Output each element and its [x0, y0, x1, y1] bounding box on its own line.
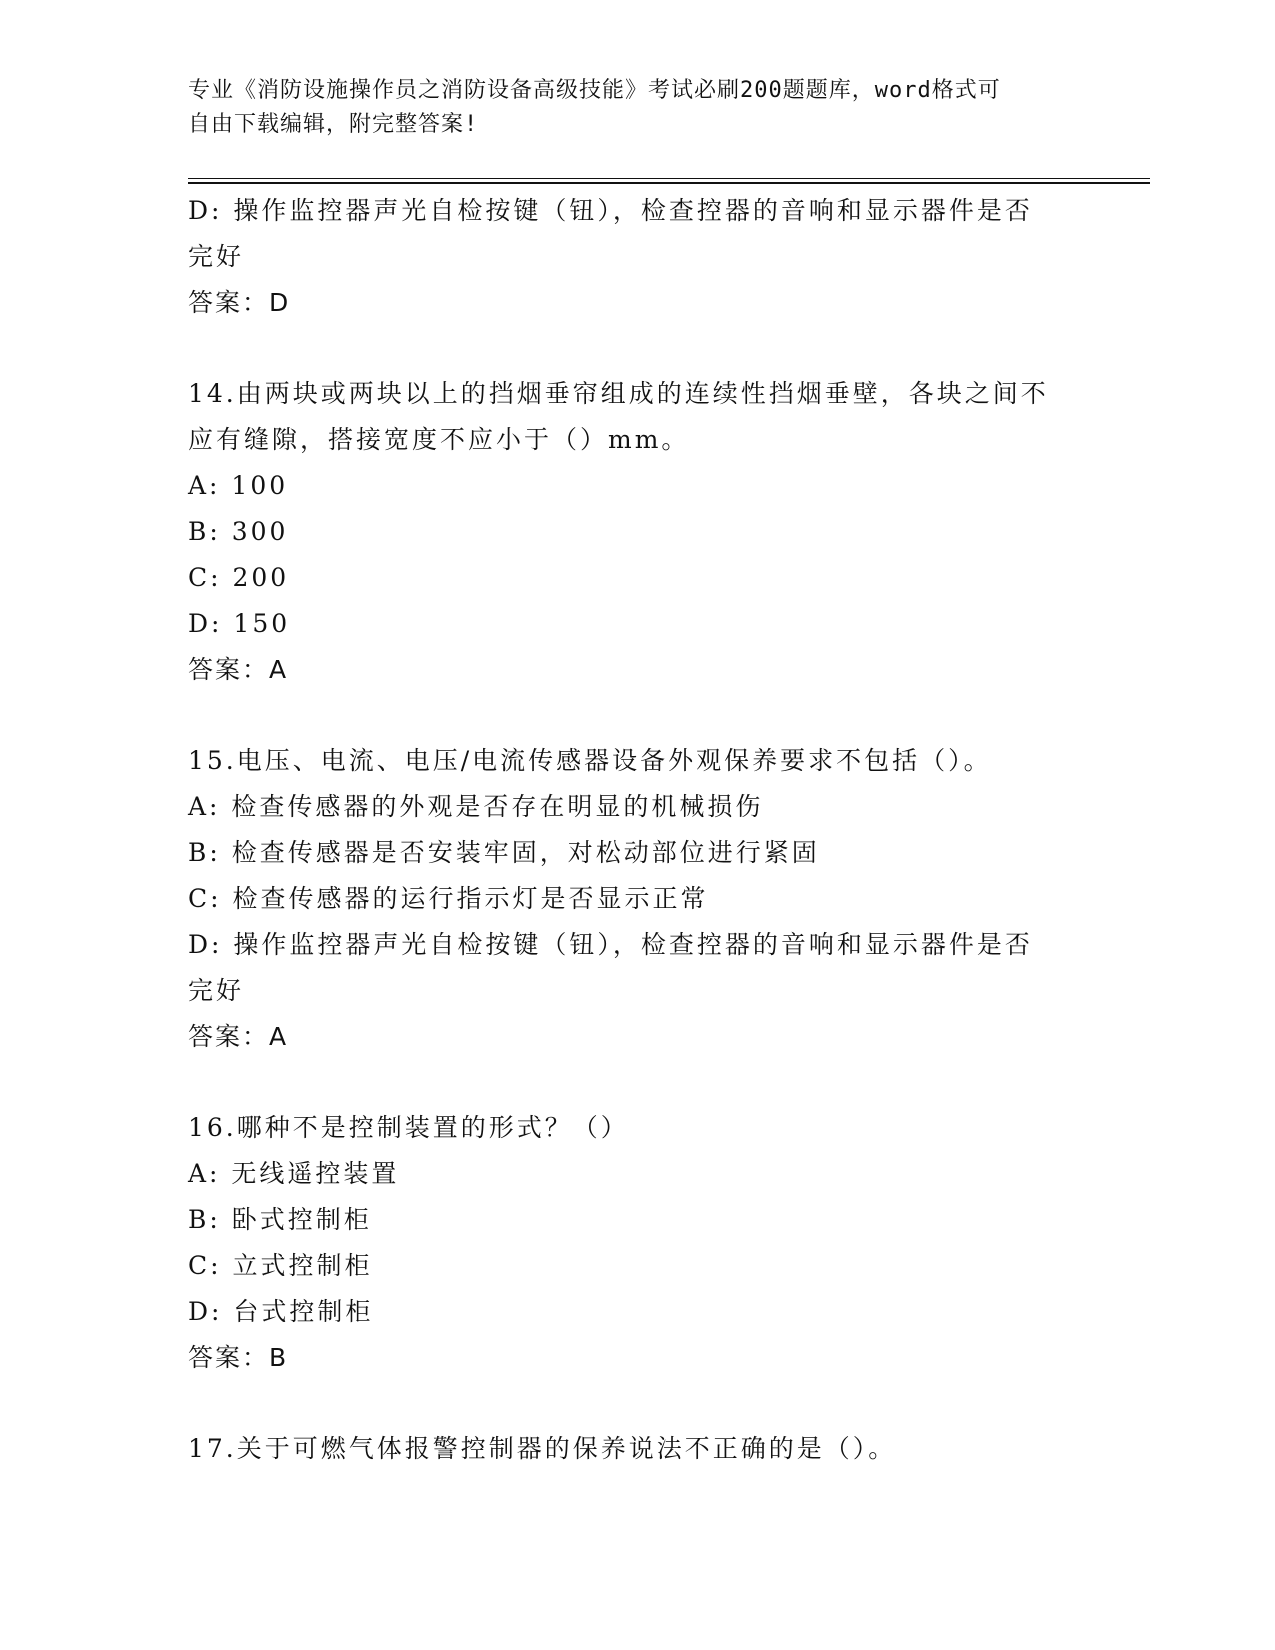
- answer: 答案：B: [188, 1343, 289, 1372]
- question-stem: 15.电压、电流、电压/电流传感器设备外观保养要求不包括（）。: [188, 746, 992, 775]
- header-line-2: 自由下载编辑，附完整答案!: [188, 112, 479, 137]
- option-d: D: 操作监控器声光自检按键（钮），检查控器的音响和显示器件是否: [188, 196, 1033, 225]
- question-stem: 14.由两块或两块以上的挡烟垂帘组成的连续性挡烟垂壁，各块之间不: [188, 379, 1049, 408]
- answer: 答案：A: [188, 655, 289, 684]
- option-a: A: 检查传感器的外观是否存在明显的机械损伤: [188, 792, 764, 821]
- spacer: [188, 1060, 1078, 1105]
- header-line-1: 专业《消防设施操作员之消防设备高级技能》考试必刷200题题库，word格式可: [188, 78, 1001, 103]
- option-b: B: 检查传感器是否安装牢固，对松动部位进行紧固: [188, 838, 820, 867]
- option-c: C: 200: [188, 563, 290, 592]
- option-d: D: 150: [188, 609, 291, 638]
- spacer: [188, 693, 1078, 738]
- option-c: C: 检查传感器的运行指示灯是否显示正常: [188, 884, 709, 913]
- option-a: A: 无线遥控装置: [188, 1159, 400, 1188]
- option-a: A: 100: [188, 471, 289, 500]
- question-14: [188, 371, 1078, 693]
- question-stem: 16.哪种不是控制装置的形式？（）: [188, 1113, 629, 1142]
- spacer: [188, 1381, 1078, 1426]
- header-rule-thin: [188, 178, 1150, 179]
- option-b: B: 卧式控制柜: [188, 1205, 372, 1234]
- option-d-continued: 完好: [188, 976, 245, 1005]
- spacer: [188, 326, 1078, 371]
- question-15: [188, 738, 1078, 1060]
- question-13-tail: [188, 188, 1078, 326]
- option-d-continued: 完好: [188, 242, 245, 271]
- document-header: [188, 74, 1068, 142]
- question-list: [188, 188, 1078, 1472]
- question-stem: 17.关于可燃气体报警控制器的保养说法不正确的是（）。: [188, 1434, 897, 1463]
- option-c: C: 立式控制柜: [188, 1251, 373, 1280]
- option-b: B: 300: [188, 517, 289, 546]
- answer: 答案：D: [188, 288, 291, 317]
- question-stem-continued: 应有缝隙，搭接宽度不应小于（）mm。: [188, 425, 690, 454]
- question-17: [188, 1426, 1078, 1472]
- question-16: [188, 1105, 1078, 1381]
- answer: 答案：A: [188, 1022, 289, 1051]
- option-d: D: 台式控制柜: [188, 1297, 374, 1326]
- option-d: D: 操作监控器声光自检按键（钮），检查控器的音响和显示器件是否: [188, 930, 1033, 959]
- header-rule-thick: [188, 182, 1150, 184]
